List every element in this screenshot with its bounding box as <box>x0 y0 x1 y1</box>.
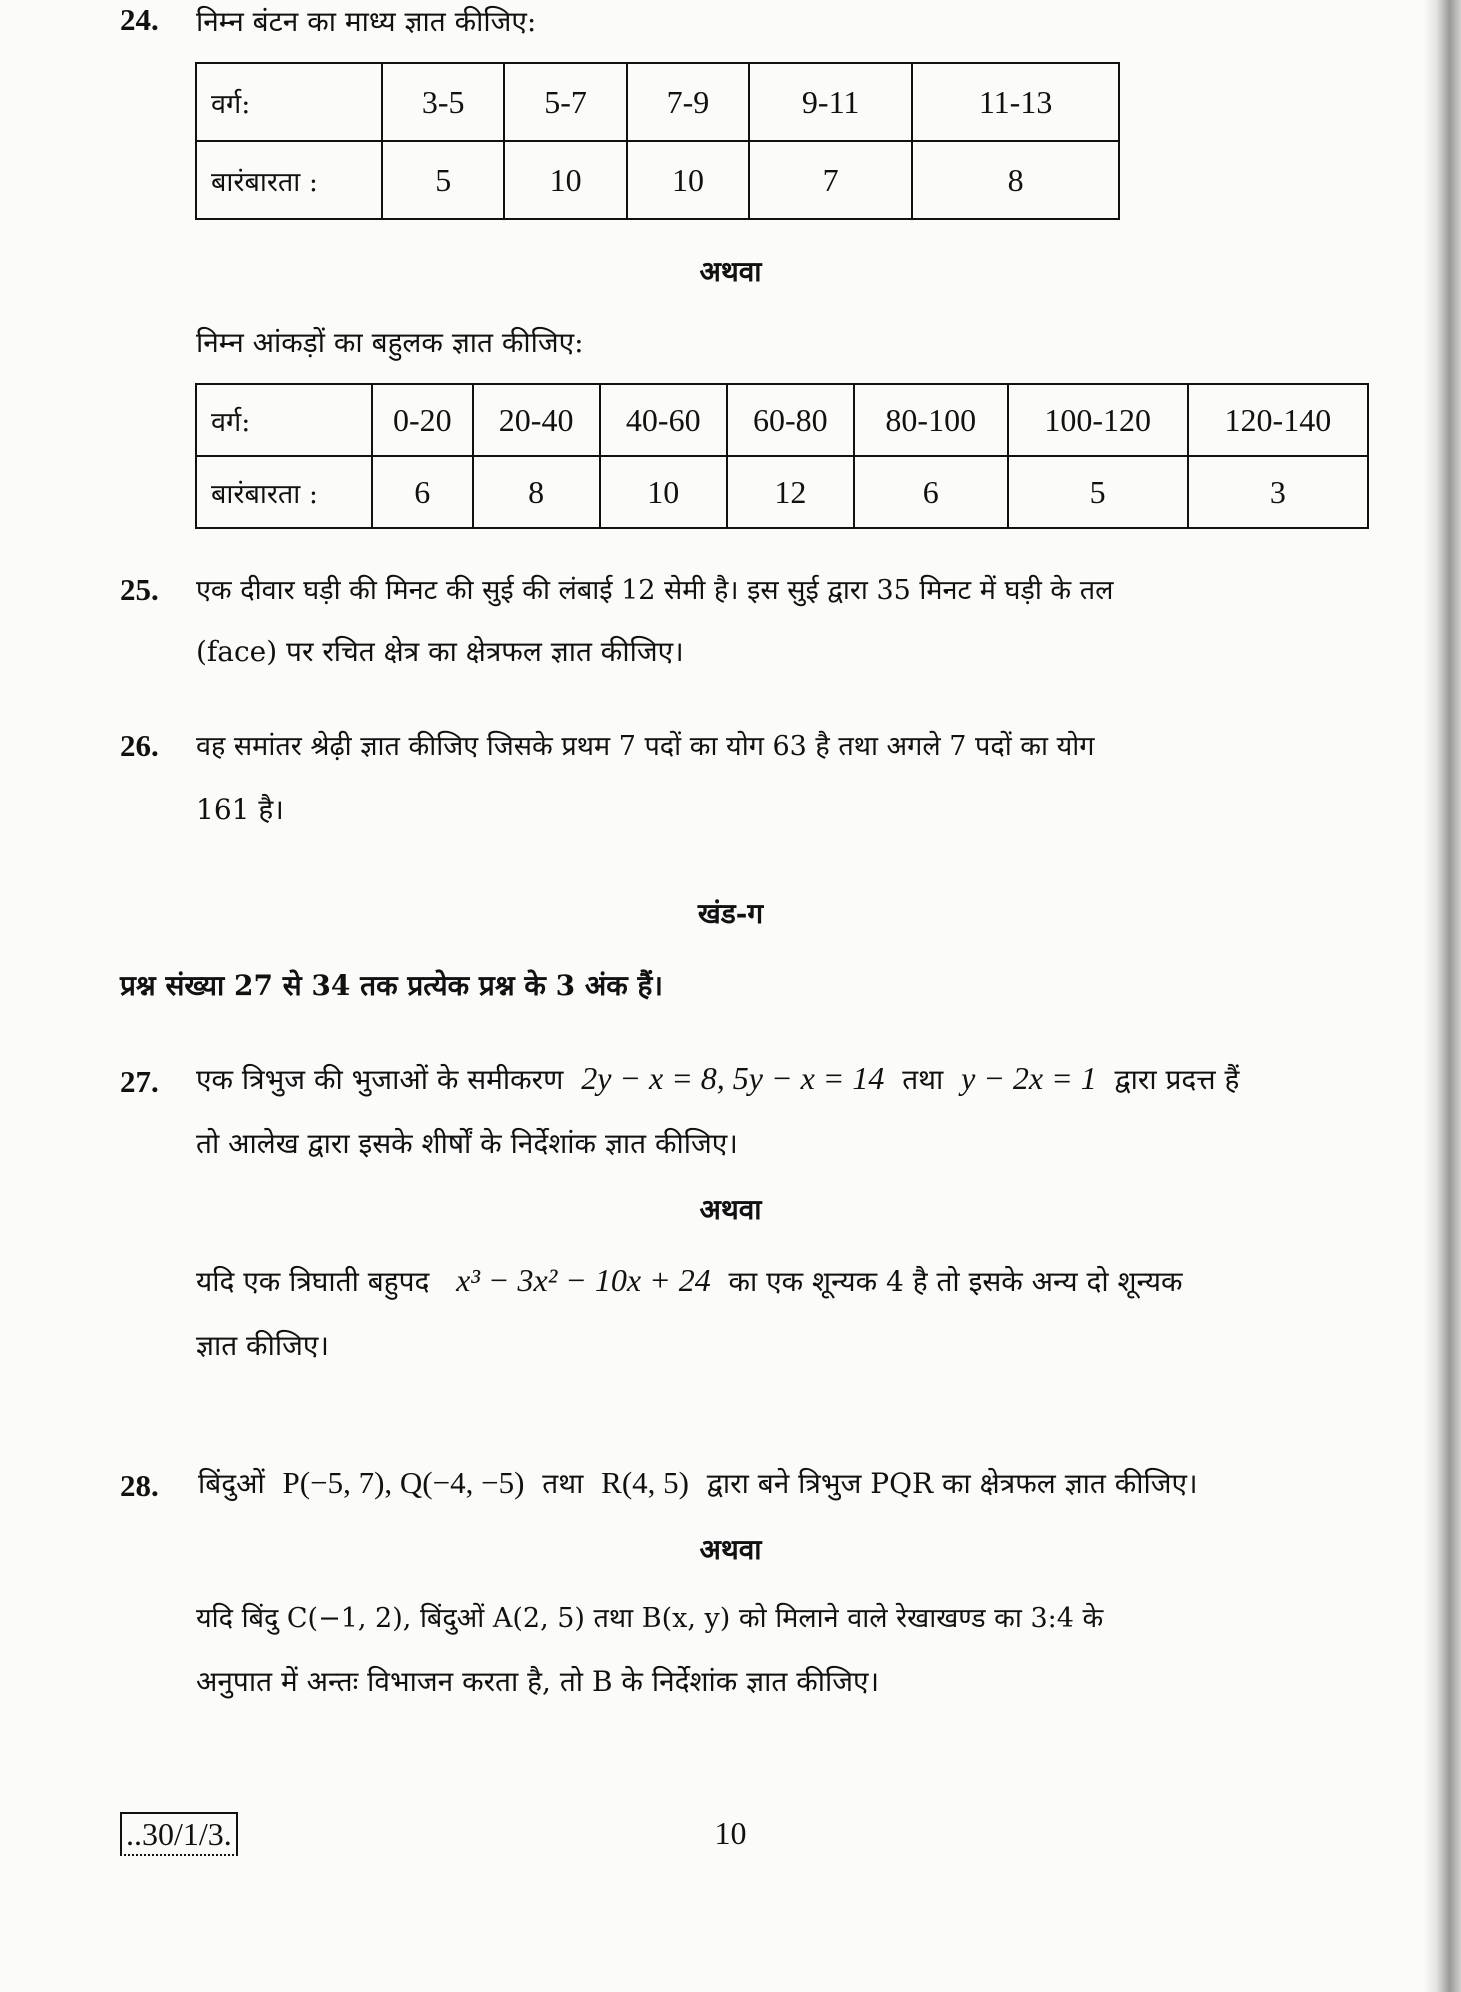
table-row-label-class: वर्ग: <box>196 63 382 141</box>
q28-or: अथवा <box>699 1533 762 1566</box>
table-cell-class: 9-11 <box>749 63 912 141</box>
table-cell-frequency: 10 <box>600 456 727 528</box>
table-cell-frequency: 8 <box>473 456 600 528</box>
q27-or: अथवा <box>699 1193 762 1226</box>
table-cell-class: 20-40 <box>473 384 600 456</box>
q28-points-pq: P(−5, 7), Q(−4, −5) <box>282 1465 525 1500</box>
q27-polynomial: x³ − 3x² − 10x + 24 <box>456 1262 711 1298</box>
q27-line-2: तो आलेख द्वारा इसके शीर्षों के निर्देशांक ज्ञात कीजिए। <box>196 1127 738 1160</box>
q27-alt-text-a: यदि एक त्रिघाती बहुपद <box>196 1265 430 1298</box>
q25-line-1: एक दीवार घड़ी की मिनट की सुई की लंबाई 12 सेमी है। इस सुई द्वारा 35 मिनट में घड़ी के तल <box>196 575 1114 606</box>
table-row-label-class: वर्ग: <box>196 384 372 456</box>
q27-alt-text-b: का एक शून्यक 4 है तो इसके अन्य दो शून्यक <box>728 1265 1183 1298</box>
table-cell-frequency: 5 <box>1008 456 1188 528</box>
table-cell-class: 11-13 <box>912 63 1119 141</box>
table-cell-class: 120-140 <box>1188 384 1368 456</box>
q26-line-2: 161 है। <box>196 793 284 826</box>
table-cell-class: 100-120 <box>1008 384 1188 456</box>
q27-alt-line-2: ज्ञात कीजिए। <box>196 1329 329 1362</box>
table-cell-frequency: 6 <box>854 456 1008 528</box>
q28-text-b: द्वारा बने त्रिभुज PQR का क्षेत्रफल ज्ञात कीजिए। <box>706 1467 1198 1500</box>
q24-text: निम्न बंटन का माध्य ज्ञात कीजिए: <box>196 5 537 38</box>
section-instruction: प्रश्न संख्या 27 से 34 तक प्रत्येक प्रश्न के 3 अंक हैं। <box>120 969 663 1002</box>
table-cell-frequency: 7 <box>749 141 912 219</box>
question-number-28: 28. <box>120 1468 159 1503</box>
table-cell-frequency: 6 <box>372 456 473 528</box>
q27-tatha: तथा <box>902 1063 944 1096</box>
table-cell-frequency: 12 <box>727 456 854 528</box>
q24-or: अथवा <box>699 255 762 288</box>
q26-line-1: वह समांतर श्रेढ़ी ज्ञात कीजिए जिसके प्रथम 7 पदों का योग 63 है तथा अगले 7 पदों का योग <box>196 731 1095 762</box>
q27-equations: 2y − x = 8, 5y − x = 14 <box>581 1060 885 1096</box>
q27-alt-line-1 <box>196 1262 1183 1300</box>
table-cell-class: 3-5 <box>382 63 504 141</box>
q28-tatha: तथा <box>542 1467 584 1500</box>
table-cell-frequency: 8 <box>912 141 1119 219</box>
q28-point-r: R(4, 5) <box>601 1465 689 1500</box>
question-number-25: 25. <box>120 572 159 607</box>
section-title: खंड-ग <box>697 897 764 930</box>
q27-equation-3: y − 2x = 1 <box>961 1060 1097 1096</box>
q25-line-2: (face) पर रचित क्षेत्र का क्षेत्रफल ज्ञात कीजिए। <box>196 635 684 668</box>
scan-edge-shadow <box>1423 0 1461 1992</box>
table-cell-frequency: 10 <box>627 141 749 219</box>
q28-text-a: बिंदुओं <box>198 1467 265 1500</box>
table-cell-class: 40-60 <box>600 384 727 456</box>
q28-alt-line-2: अनुपात में अन्तः विभाजन करता है, तो B के निर्देशांक ज्ञात कीजिए। <box>196 1665 880 1698</box>
q24-mode-table <box>195 383 1369 529</box>
table-cell-frequency: 10 <box>504 141 626 219</box>
table-cell-class: 5-7 <box>504 63 626 141</box>
q28-line-1 <box>198 1464 1198 1502</box>
table-cell-class: 80-100 <box>854 384 1008 456</box>
q24-alt-text: निम्न आंकड़ों का बहुलक ज्ञात कीजिए: <box>196 326 584 359</box>
q27-text-b: द्वारा प्रदत्त हैं <box>1114 1063 1240 1096</box>
question-number-26: 26. <box>120 728 159 763</box>
q27-line-1 <box>196 1060 1239 1098</box>
q27-text-a: एक त्रिभुज की भुजाओं के समीकरण <box>196 1063 564 1096</box>
paper-code: ..30/1/3. <box>120 1812 238 1856</box>
table-cell-frequency: 3 <box>1188 456 1368 528</box>
q28-alt-line-1: यदि बिंदु C(−1, 2), बिंदुओं A(2, 5) तथा B(x, y) को मिलाने वाले रेखाखण्ड का 3:4 के <box>196 1603 1104 1634</box>
page-number: 10 <box>714 1815 747 1851</box>
table-cell-class: 60-80 <box>727 384 854 456</box>
table-cell-class: 7-9 <box>627 63 749 141</box>
table-cell-frequency: 5 <box>382 141 504 219</box>
q24-mean-table <box>195 62 1120 220</box>
table-row-label-frequency: बारंबारता : <box>196 141 382 219</box>
question-number-24: 24. <box>120 2 159 37</box>
question-number-27: 27. <box>120 1064 159 1099</box>
table-row-label-frequency: बारंबारता : <box>196 456 372 528</box>
table-cell-class: 0-20 <box>372 384 473 456</box>
